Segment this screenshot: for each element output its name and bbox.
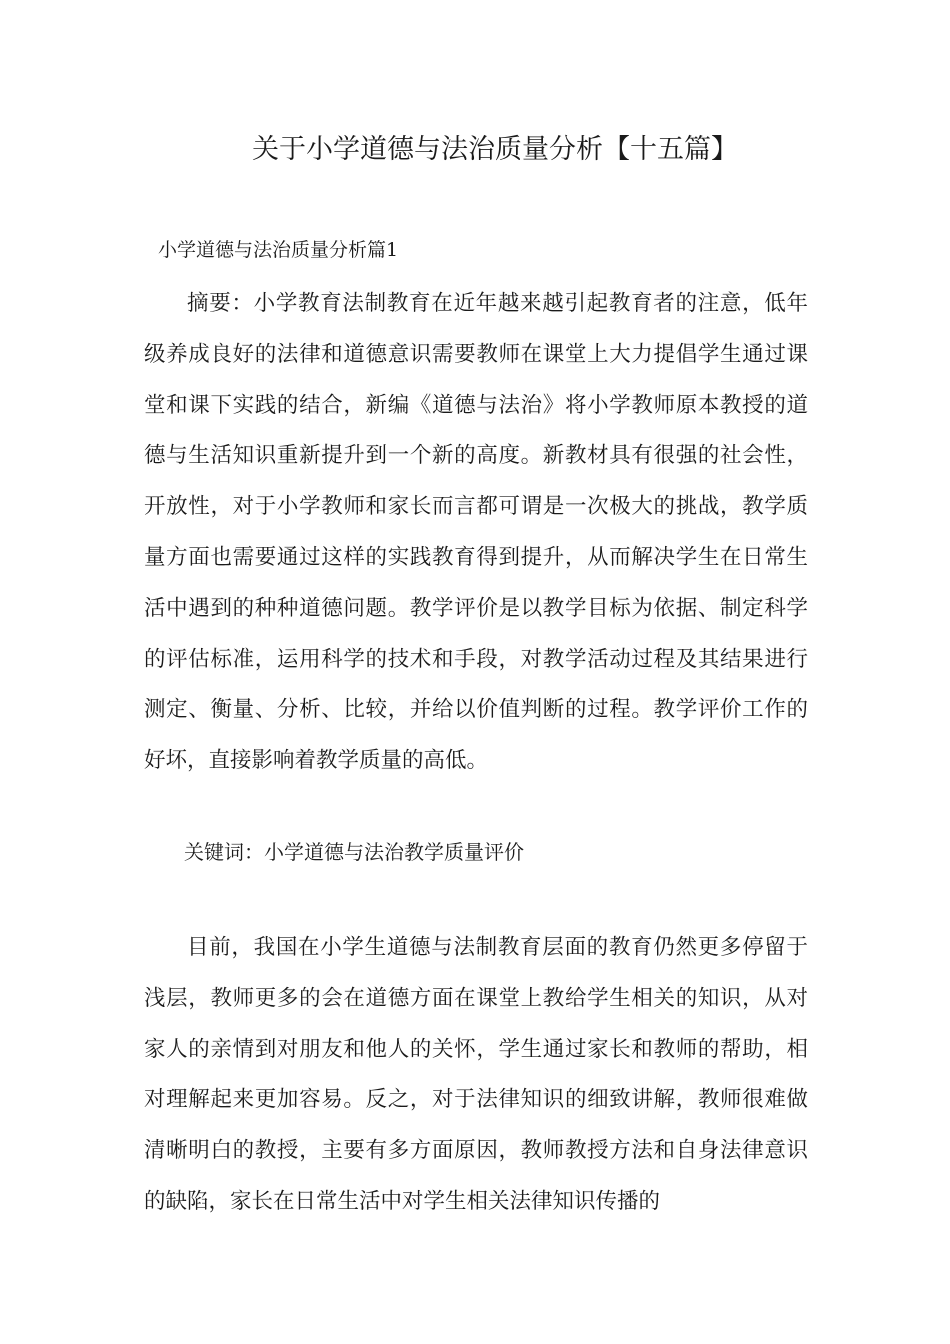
section-heading: 小学道德与法治质量分析篇1 (158, 239, 399, 261)
document-title: 关于小学道德与法治质量分析【十五篇】 (252, 134, 738, 165)
body-paragraph: 目前，我国在小学生道德与法制教育层面的教育仍然更多停留于浅层，教师更多的会在道德方面在课堂上教给学生相关的知识，从对家人的亲情到对朋友和他人的关怀，学生通过家长和教师的帮助，相对理解起来更加容易。反之，对于法律知识的细致讲解，教师很难做清晰明白的教授，主要有多方面原因，教师教授方法和自身法律意识的缺陷，家长在日常生活中对学生相关法律知识传播的 (144, 935, 808, 1214)
abstract-paragraph: 摘要：小学教育法制教育在近年越来越引起教育者的注意，低年级养成良好的法律和道德意识需要教师在课堂上大力提倡学生通过课堂和课下实践的结合，新编《道德与法治》将小学教师原本教授的道德与生活知识重新提升到一个新的高度。新教材具有很强的社会性，开放性，对于小学教师和家长而言都可谓是一次极大的挑战，教学质量方面也需要通过这样的实践教育得到提升，从而解决学生在日常生活中遇到的种种道德问题。教学评价是以教学目标为依据、制定科学的评估标准，运用科学的技术和手段，对教学活动过程及其结果进行测定、衡量、分析、比较，并给以价值判断的过程。教学评价工作的好坏，直接影响着教学质量的高低。 (144, 291, 808, 774)
keywords-paragraph: 关键词：小学道德与法治教学质量评价 (184, 840, 524, 864)
